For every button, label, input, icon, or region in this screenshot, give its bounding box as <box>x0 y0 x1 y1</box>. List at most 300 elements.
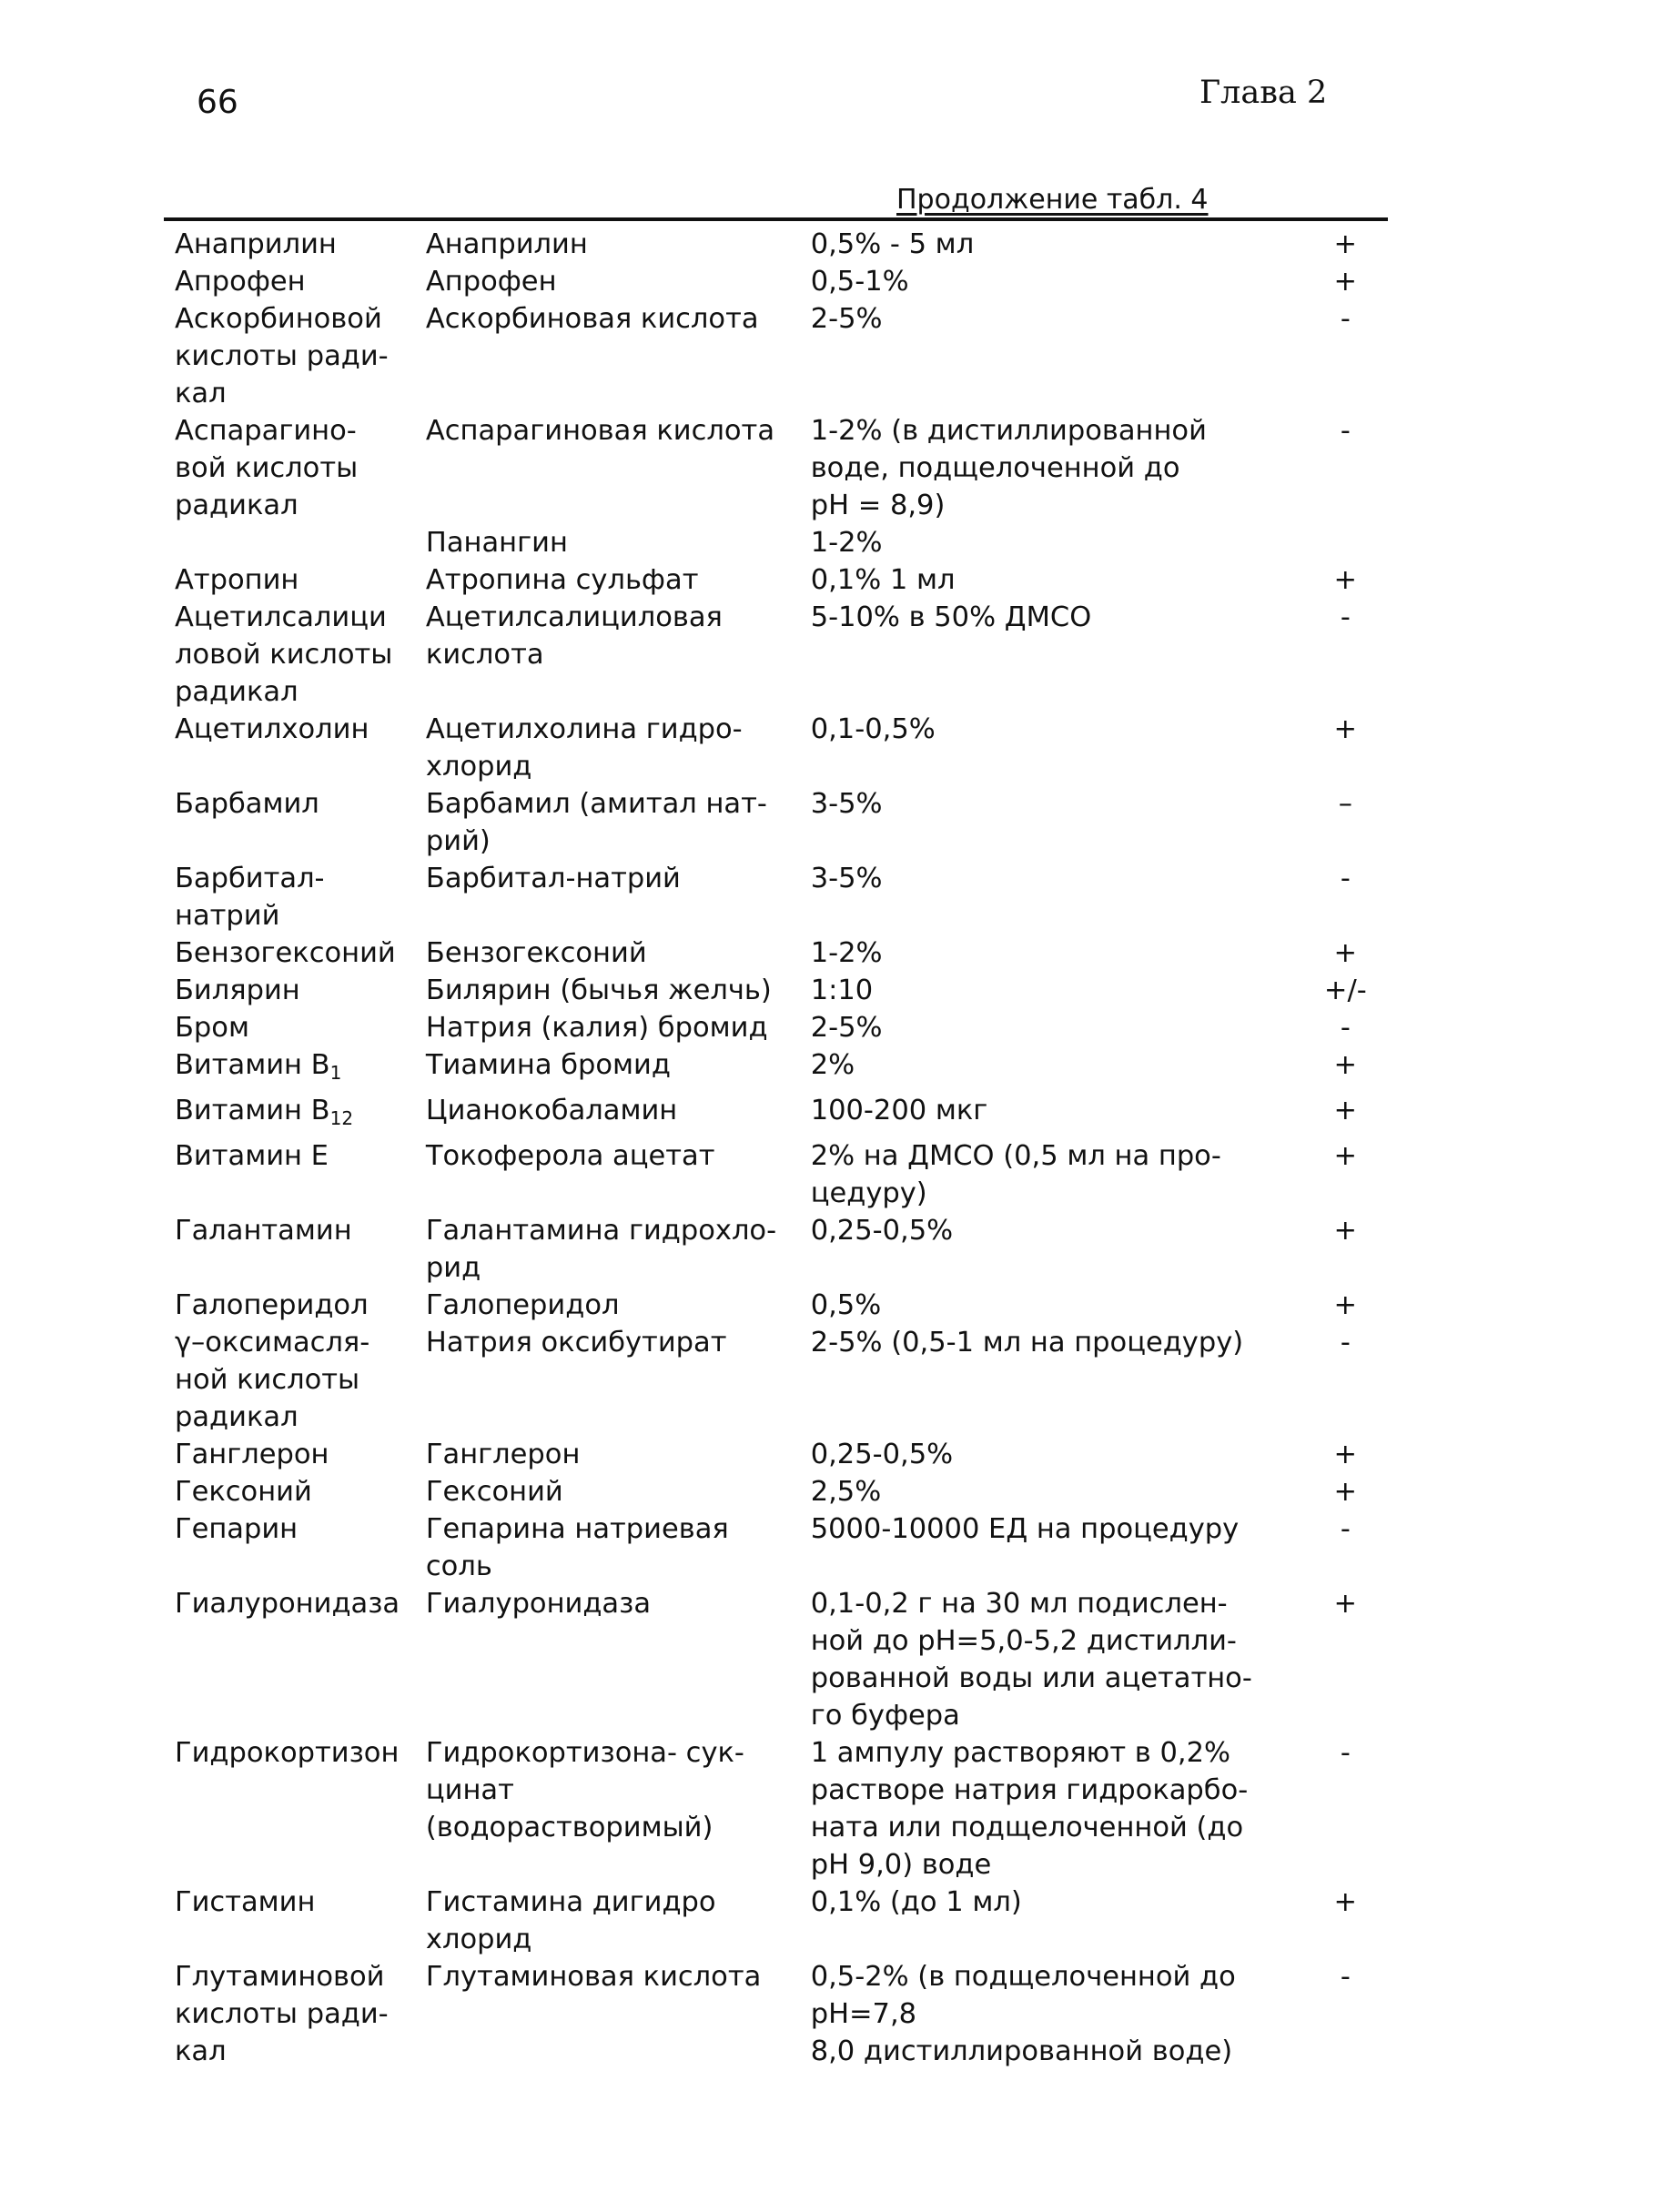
preparation-cell <box>426 1287 811 1324</box>
cell-text: Бром <box>175 1012 249 1044</box>
cell-line <box>811 1009 1299 1046</box>
polarity-cell <box>1299 524 1383 561</box>
cell-line <box>175 1884 426 1921</box>
radical-name-cell <box>173 1585 426 1734</box>
table-row <box>173 1958 1383 2070</box>
cell-text: Бензогексоний <box>425 937 647 969</box>
radical-name-cell <box>173 1092 426 1137</box>
cell-text: Гепарин <box>175 1513 299 1545</box>
cell-line <box>175 860 426 897</box>
cell-text: Гистамина дигидро <box>425 1886 716 1918</box>
cell-line <box>175 412 426 449</box>
cell-line <box>811 972 1299 1009</box>
solution-cell <box>811 561 1299 599</box>
cell-line <box>175 1436 426 1473</box>
table-row <box>173 1092 1383 1137</box>
cell-line <box>811 1212 1299 1249</box>
cell-line <box>175 673 426 711</box>
cell-line <box>426 860 811 897</box>
solution-cell <box>811 1212 1299 1287</box>
solution-cell <box>811 1510 1299 1585</box>
polarity-cell: + <box>1333 1476 1358 1508</box>
table-row <box>173 226 1383 263</box>
cell-text: Панангин <box>425 527 568 559</box>
preparation-cell <box>426 934 811 972</box>
cell-text: (водорастворимый) <box>425 1812 713 1843</box>
cell-text: рий) <box>425 825 491 857</box>
preparation-cell <box>426 263 811 300</box>
cell-text: цинат <box>425 1774 514 1806</box>
polarity-cell: + <box>1333 1095 1358 1126</box>
cell-text: Галантамина гидрохло- <box>425 1215 777 1247</box>
solution-cell <box>811 1137 1299 1212</box>
cell-line <box>175 300 426 338</box>
cell-line <box>175 263 426 300</box>
radical-name-cell <box>173 1324 426 1436</box>
cell-text: Глутаминовая кислота <box>425 1961 762 1993</box>
polarity-cell: + <box>1333 1140 1358 1172</box>
cell-text: 3-5% <box>810 788 883 820</box>
radical-name-cell <box>173 599 426 711</box>
cell-text: Токоферола ацетат <box>425 1140 715 1172</box>
cell-line <box>175 2033 426 2070</box>
table-row <box>173 1212 1383 1287</box>
polarity-cell: + <box>1333 937 1358 969</box>
radical-name-cell <box>173 1212 426 1287</box>
cell-text: Гидрокортизона- сук- <box>425 1737 744 1769</box>
cell-line <box>811 1510 1299 1548</box>
cell-line <box>811 1697 1299 1734</box>
subscript: 12 <box>329 1107 354 1129</box>
polarity-cell: - <box>1340 1961 1351 1993</box>
preparation-cell <box>426 1510 811 1585</box>
table-row <box>173 412 1383 524</box>
table-row <box>173 1046 1383 1092</box>
table-row <box>173 1287 1383 1324</box>
cell-text: 1-2% (в дистиллированной <box>810 415 1207 447</box>
cell-text: Барбамил <box>175 788 319 820</box>
polarity-cell: - <box>1340 601 1351 633</box>
cell-text: Натрия оксибутират <box>425 1327 727 1359</box>
preparation-cell <box>426 1046 811 1092</box>
polarity-cell: - <box>1340 303 1351 335</box>
solution-cell <box>811 1287 1299 1324</box>
cell-text: pH 9,0) воде <box>810 1849 992 1881</box>
cell-text: соль <box>425 1550 492 1582</box>
radical-name-cell <box>173 263 426 300</box>
cell-text: радикал <box>175 1401 299 1433</box>
cell-text: Гиалуронидаза <box>425 1588 652 1620</box>
cell-text: 0,5-2% (в подщелоченной до <box>810 1961 1236 1993</box>
cell-line <box>811 1772 1299 1809</box>
cell-line <box>175 449 426 487</box>
subscript: 1 <box>329 1062 342 1084</box>
cell-text: ната или подщелоченной (до <box>810 1812 1244 1843</box>
cell-line <box>811 1958 1299 1995</box>
cell-text: Апрофен <box>175 266 306 298</box>
polarity-cell: + <box>1333 1289 1358 1321</box>
cell-text: рид <box>425 1252 481 1284</box>
cell-line <box>175 1287 426 1324</box>
cell-text <box>175 527 184 559</box>
cell-text: радикал <box>175 490 299 521</box>
cell-line <box>426 711 811 748</box>
cell-text: вой кислоты <box>175 452 359 484</box>
cell-line <box>426 636 811 673</box>
cell-line <box>426 263 811 300</box>
solution-cell <box>811 860 1299 934</box>
cell-line <box>811 412 1299 449</box>
table-row <box>173 934 1383 972</box>
preparation-cell <box>426 1137 811 1212</box>
preparation-cell <box>426 226 811 263</box>
radical-name-cell <box>173 1436 426 1473</box>
cell-text: pH=7,8 <box>810 1998 917 2030</box>
cell-line <box>426 1009 811 1046</box>
cell-text: Гистамин <box>175 1886 316 1918</box>
chapter-title: Глава 2 <box>1199 75 1328 111</box>
cell-line <box>811 1734 1299 1772</box>
cell-text: Тиамина бромид <box>425 1049 671 1081</box>
table-row <box>173 263 1383 300</box>
cell-line <box>811 1473 1299 1510</box>
cell-text: Гексоний <box>175 1476 312 1508</box>
cell-line <box>811 934 1299 972</box>
radical-name-cell <box>173 711 426 785</box>
radical-name-cell <box>173 1009 426 1046</box>
cell-text: 2-5% <box>810 303 883 335</box>
cell-text: 1-2% <box>810 527 883 559</box>
cell-text: хлорид <box>425 1924 532 1955</box>
table-row <box>173 1009 1383 1046</box>
cell-text: Барбамил (амитал нат- <box>425 788 767 820</box>
radical-name-cell <box>173 1137 426 1212</box>
table-row <box>173 1734 1383 1884</box>
preparation-cell <box>426 1092 811 1137</box>
cell-line <box>426 226 811 263</box>
solution-cell <box>811 711 1299 785</box>
preparation-cell <box>426 1212 811 1287</box>
polarity-cell: + <box>1333 713 1358 745</box>
table-row <box>173 1473 1383 1510</box>
solution-cell <box>811 1958 1299 2070</box>
preparation-cell <box>426 1473 811 1510</box>
cell-line <box>811 1585 1299 1622</box>
cell-text: го буфера <box>810 1700 960 1732</box>
cell-text: кислоты ради- <box>175 1998 389 2030</box>
radical-name-cell <box>173 1473 426 1510</box>
cell-line <box>811 599 1299 636</box>
polarity-cell: - <box>1340 415 1351 447</box>
solution-cell <box>811 1734 1299 1884</box>
cell-text: Гексоний <box>425 1476 563 1508</box>
cell-text: хлорид <box>425 751 532 783</box>
drug-table <box>173 226 1383 2070</box>
cell-line <box>811 1660 1299 1697</box>
cell-line <box>426 300 811 338</box>
polarity-cell: - <box>1340 1737 1351 1769</box>
page-number: 66 <box>197 84 238 121</box>
cell-line <box>811 1175 1299 1212</box>
cell-text: 0,1-0,5% <box>810 713 936 745</box>
polarity-cell: + <box>1333 1886 1358 1918</box>
table-row <box>173 599 1383 711</box>
solution-cell <box>811 263 1299 300</box>
cell-line <box>811 1846 1299 1884</box>
cell-line <box>175 934 426 972</box>
cell-text: Ганглерон <box>425 1439 581 1470</box>
cell-line <box>811 561 1299 599</box>
cell-text: Аскорбиновая кислота <box>425 303 759 335</box>
cell-line <box>811 1092 1299 1129</box>
cell-line <box>811 860 1299 897</box>
preparation-cell <box>426 561 811 599</box>
cell-text: кал <box>175 378 227 409</box>
cell-text: 0,5-1% <box>810 266 909 298</box>
cell-line <box>426 1921 811 1958</box>
cell-line <box>175 1092 426 1137</box>
table-row <box>173 1324 1383 1436</box>
cell-line <box>811 2033 1299 2070</box>
cell-line <box>426 561 811 599</box>
radical-name-cell <box>173 1884 426 1958</box>
cell-line <box>426 1958 811 1995</box>
radical-name-cell <box>173 524 426 561</box>
cell-line <box>175 1324 426 1361</box>
cell-text: 8,0 дистиллированной воде) <box>810 2035 1233 2067</box>
table-row <box>173 1884 1383 1958</box>
cell-text: ной до pH=5,0-5,2 дистилли- <box>810 1625 1237 1657</box>
cell-line <box>175 375 426 412</box>
preparation-cell <box>426 711 811 785</box>
cell-text: Аспарагино- <box>175 415 357 447</box>
cell-text: 2% на ДМСО (0,5 мл на про- <box>810 1140 1221 1172</box>
cell-text: 2% <box>810 1049 855 1081</box>
cell-text: Цианокобаламин <box>425 1095 678 1126</box>
cell-text: 0,1-0,2 г на 30 мл подислен- <box>810 1588 1228 1620</box>
cell-line <box>426 1212 811 1249</box>
cell-text: Гидрокортизон <box>175 1737 400 1769</box>
solution-cell <box>811 412 1299 524</box>
cell-text: ловой кислоты <box>175 639 393 671</box>
cell-text: Витамин E <box>175 1140 329 1172</box>
cell-line <box>426 1287 811 1324</box>
cell-line <box>811 449 1299 487</box>
cell-text: 1:10 <box>810 975 874 1006</box>
cell-text: Билярин <box>175 975 300 1006</box>
solution-cell <box>811 226 1299 263</box>
cell-line <box>175 487 426 524</box>
preparation-cell <box>426 1884 811 1958</box>
cell-line <box>811 300 1299 338</box>
solution-cell <box>811 972 1299 1009</box>
radical-name-cell <box>173 1287 426 1324</box>
cell-line <box>426 1473 811 1510</box>
solution-cell <box>811 1585 1299 1734</box>
cell-line <box>811 1809 1299 1846</box>
cell-text: кал <box>175 2035 227 2067</box>
cell-line <box>175 972 426 1009</box>
table-caption: Продолжение табл. 4 <box>896 184 1209 216</box>
cell-line <box>175 1137 426 1175</box>
cell-line <box>175 338 426 375</box>
cell-text: 2-5% <box>810 1012 883 1044</box>
cell-text: 3-5% <box>810 863 883 894</box>
cell-line <box>175 1212 426 1249</box>
cell-line <box>426 972 811 1009</box>
solution-cell <box>811 1884 1299 1958</box>
cell-text: 0,25-0,5% <box>810 1439 954 1470</box>
table-row <box>173 711 1383 785</box>
cell-text: кислота <box>425 639 544 671</box>
polarity-cell: + <box>1333 266 1358 298</box>
preparation-cell <box>426 1734 811 1884</box>
polarity-cell: + <box>1333 228 1358 260</box>
cell-line <box>175 897 426 934</box>
cell-text: Витамин B <box>175 1049 330 1081</box>
table-top-rule <box>164 217 1388 221</box>
cell-text: радикал <box>175 676 299 708</box>
cell-text: Барбитал-натрий <box>425 863 681 894</box>
cell-line <box>811 1046 1299 1084</box>
cell-text: pH = 8,9) <box>810 490 946 521</box>
polarity-cell: + <box>1333 1588 1358 1620</box>
cell-line <box>175 1009 426 1046</box>
cell-text: Глутаминовой <box>175 1961 385 1993</box>
cell-text: Апрофен <box>425 266 557 298</box>
cell-line <box>426 934 811 972</box>
preparation-cell <box>426 524 811 561</box>
cell-text: Билярин (бычья желчь) <box>425 975 772 1006</box>
cell-line <box>426 1324 811 1361</box>
cell-line <box>811 1884 1299 1921</box>
radical-name-cell <box>173 1046 426 1092</box>
preparation-cell <box>426 1585 811 1734</box>
cell-line <box>426 1249 811 1287</box>
cell-line <box>426 1548 811 1585</box>
cell-line <box>426 599 811 636</box>
cell-line <box>811 1287 1299 1324</box>
cell-line <box>426 1772 811 1809</box>
cell-line <box>175 1734 426 1772</box>
preparation-cell <box>426 1009 811 1046</box>
cell-line <box>426 1092 811 1129</box>
cell-text: Галоперидол <box>175 1289 369 1321</box>
cell-line <box>811 263 1299 300</box>
table-row <box>173 300 1383 412</box>
cell-text: 0,1% 1 мл <box>810 564 956 596</box>
cell-line <box>175 1046 426 1092</box>
cell-text: Ацетилхолин <box>175 713 369 745</box>
polarity-cell: + <box>1333 1049 1358 1081</box>
cell-line <box>426 1436 811 1473</box>
solution-cell <box>811 785 1299 860</box>
cell-line <box>426 823 811 860</box>
cell-line <box>426 785 811 823</box>
solution-cell <box>811 599 1299 711</box>
cell-text: Анаприлин <box>425 228 588 260</box>
radical-name-cell <box>173 226 426 263</box>
polarity-cell: – <box>1338 788 1352 820</box>
solution-cell <box>811 300 1299 412</box>
radical-name-cell <box>173 860 426 934</box>
cell-line <box>426 1734 811 1772</box>
polarity-cell: + <box>1333 1215 1358 1247</box>
cell-text: Атропин <box>175 564 299 596</box>
cell-line <box>175 226 426 263</box>
solution-cell <box>811 1046 1299 1092</box>
cell-text: кислоты ради- <box>175 340 389 372</box>
cell-line <box>175 1399 426 1436</box>
radical-name-cell <box>173 785 426 860</box>
cell-text: Витамин B <box>175 1095 330 1126</box>
cell-text: рованной воды или ацетатно- <box>810 1662 1252 1694</box>
polarity-cell: - <box>1340 1327 1351 1359</box>
cell-text: Ацетилсалициловая <box>425 601 723 633</box>
solution-cell <box>811 1436 1299 1473</box>
cell-line <box>811 1324 1299 1361</box>
cell-line <box>811 487 1299 524</box>
cell-line <box>426 1046 811 1084</box>
radical-name-cell <box>173 412 426 524</box>
cell-text: 0,5% <box>810 1289 882 1321</box>
table-row <box>173 972 1383 1009</box>
preparation-cell <box>426 412 811 524</box>
cell-text: 1-2% <box>810 937 883 969</box>
cell-line <box>426 1809 811 1846</box>
cell-line <box>175 1510 426 1548</box>
cell-line <box>426 1510 811 1548</box>
cell-line <box>175 1473 426 1510</box>
cell-line <box>426 1137 811 1175</box>
cell-text: Гепарина натриевая <box>425 1513 729 1545</box>
radical-name-cell <box>173 1958 426 2070</box>
cell-text: Галантамин <box>175 1215 352 1247</box>
polarity-cell: - <box>1340 1012 1351 1044</box>
solution-cell <box>811 1473 1299 1510</box>
radical-name-cell <box>173 934 426 972</box>
cell-line <box>175 1585 426 1622</box>
cell-text: Ацетилхолина гидро- <box>425 713 743 745</box>
cell-line <box>175 711 426 748</box>
cell-text: 2-5% (0,5-1 мл на процедуру) <box>810 1327 1244 1359</box>
preparation-cell <box>426 1324 811 1436</box>
cell-line <box>175 561 426 599</box>
cell-line <box>811 524 1299 561</box>
cell-text: Натрия (калия) бромид <box>425 1012 768 1044</box>
cell-line <box>811 226 1299 263</box>
cell-text: ной кислоты <box>175 1364 360 1396</box>
cell-text: 0,25-0,5% <box>810 1215 954 1247</box>
preparation-cell <box>426 972 811 1009</box>
radical-name-cell <box>173 561 426 599</box>
cell-line <box>175 1958 426 1995</box>
cell-line <box>811 711 1299 748</box>
table-row <box>173 1510 1383 1585</box>
cell-text: 1 ампулу растворяют в 0,2% <box>810 1737 1230 1769</box>
cell-text: 5-10% в 50% ДМСО <box>810 601 1092 633</box>
cell-line <box>426 748 811 785</box>
cell-text: Гиалуронидаза <box>175 1588 400 1620</box>
cell-line <box>811 785 1299 823</box>
radical-name-cell <box>173 300 426 412</box>
cell-text: Галоперидол <box>425 1289 620 1321</box>
table-row <box>173 524 1383 561</box>
table-row <box>173 1585 1383 1734</box>
cell-text: Ганглерон <box>175 1439 329 1470</box>
table-row <box>173 785 1383 860</box>
cell-text: 5000-10000 ЕД на процедуру <box>810 1513 1240 1545</box>
